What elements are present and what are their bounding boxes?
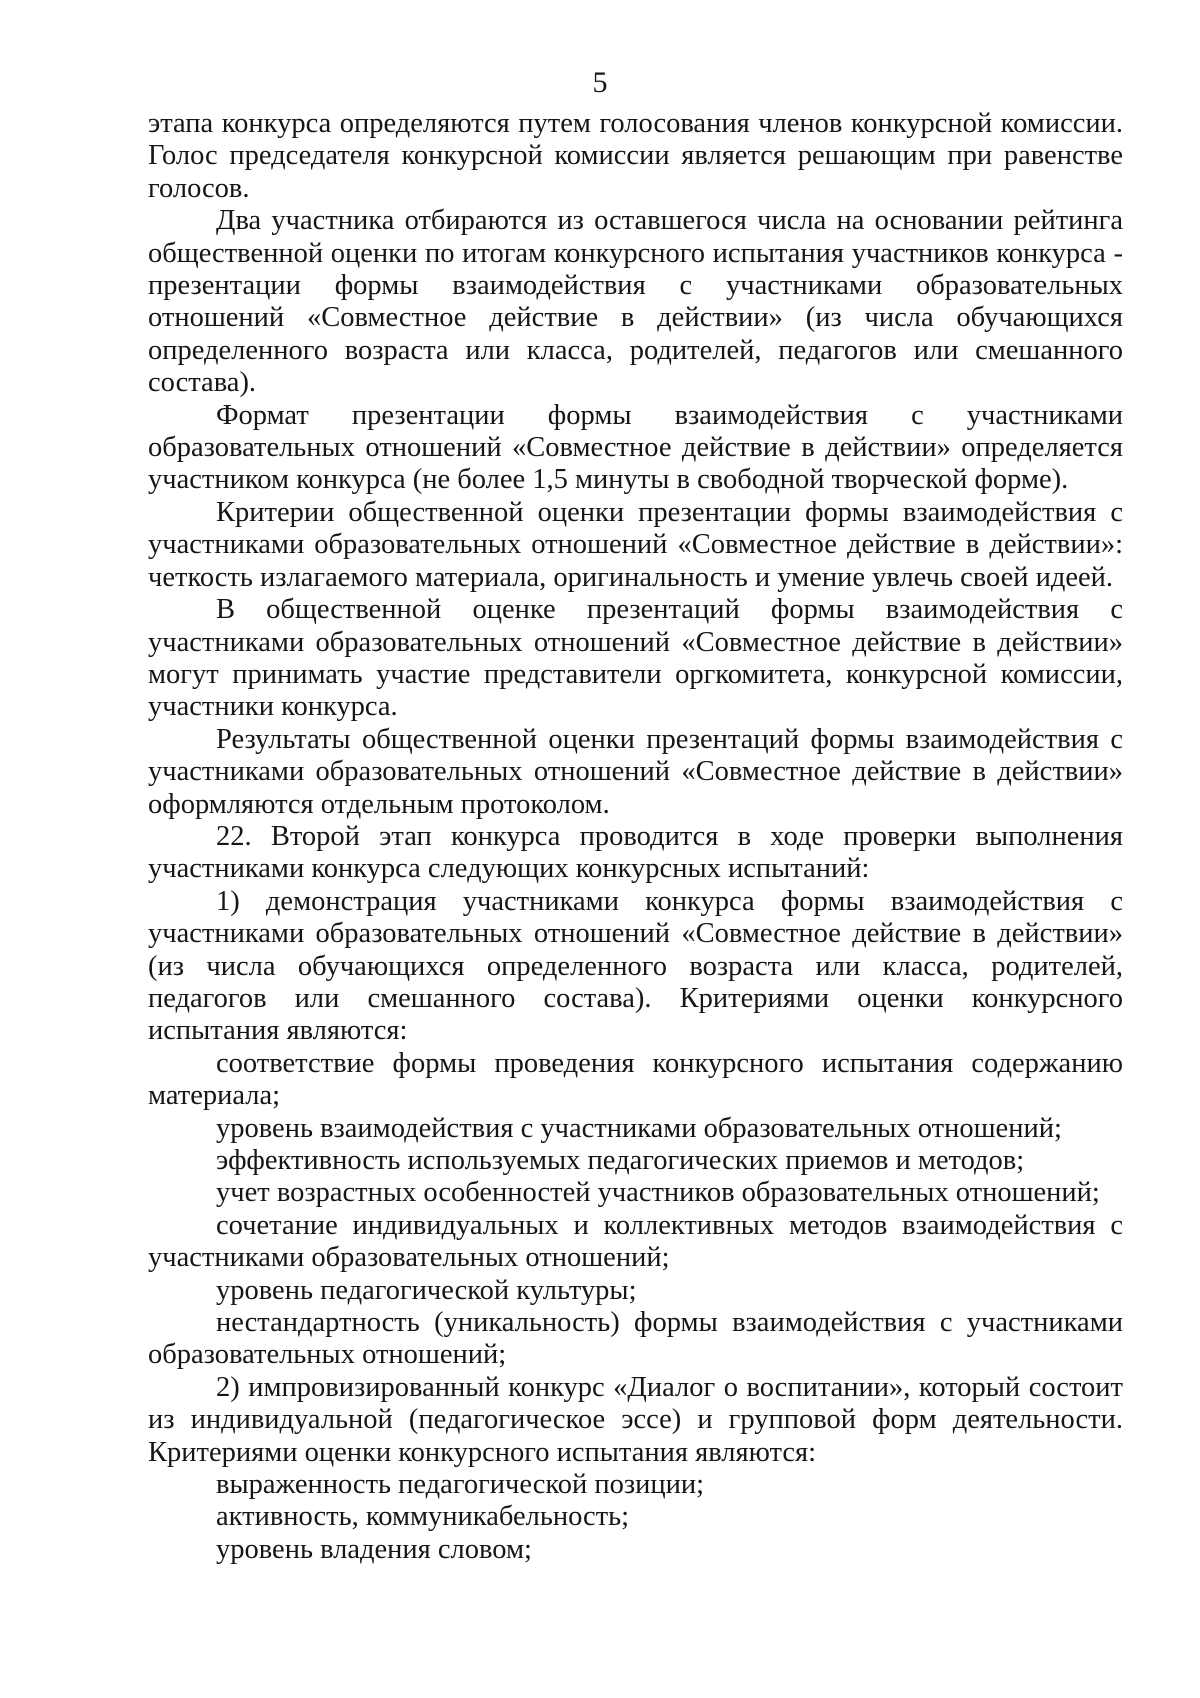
list-item: выраженность педагогической позиции; xyxy=(216,1469,705,1501)
list-item: уровень педагогической культуры; xyxy=(216,1274,637,1306)
list-item: нестандартность (уникальность) формы взаимодействия с участниками образовательных отношений; xyxy=(148,1307,1123,1371)
criteria-list-item-2 xyxy=(148,1469,1123,1566)
paragraph-continuation: этапа конкурса определяются путем голосования членов конкурсной комиссии. Голос председателя конкурсной комиссии является решающим при равенстве голосов. xyxy=(148,108,1123,204)
paragraph-two-participants: Два участника отбираются из оставшегося числа на основании рейтинга общественной оценки по итогам конкурсного испытания участников конкурса - презентации формы взаимодействия с участниками образовательных отношений «Совместное действие в действии» (из числа обучающихся определенного возраста или класса, родителей, педагогов или смешанного состава). xyxy=(148,205,1123,399)
paragraph-item-2: 2) импровизированный конкурс «Диалог о воспитании», который состоит из индивидуальной (педагогическое эссе) и групповой форм деятельности. Критериями оценки конкурсного испытания являются: xyxy=(148,1371,1123,1468)
list-item: уровень владения словом; xyxy=(216,1533,532,1565)
paragraph-assessment-results: Результаты общественной оценки презентаций формы взаимодействия с участниками образовательных отношений «Совместное действие в действии» оформляются отдельным протоколом. xyxy=(148,723,1123,820)
page-number: 5 xyxy=(592,66,608,99)
paragraph-public-assessment-criteria: Критерии общественной оценки презентации формы взаимодействия с участниками образовательных отношений «Совместное действие в действии»: четкость излагаемого материала, оригинальность и умение увлечь своей идеей. xyxy=(148,496,1123,593)
document-body xyxy=(148,108,1123,1566)
list-item: учет возрастных особенностей участников образовательных отношений; xyxy=(216,1177,1100,1209)
paragraph-section-22: 22. Второй этап конкурса проводится в ходе проверки выполнения участниками конкурса следующих конкурсных испытаний: xyxy=(148,820,1123,885)
list-item: соответствие формы проведения конкурсного испытания содержанию материала; xyxy=(148,1047,1123,1112)
list-item: сочетание индивидуальных и коллективных методов взаимодействия с участниками образовательных отношений; xyxy=(148,1209,1123,1274)
list-item: активность, коммуникабельность; xyxy=(216,1501,630,1533)
paragraph-presentation-format: Формат презентации формы взаимодействия с участниками образовательных отношений «Совместное действие в действии» определяется участником конкурса (не более 1,5 минуты в свободной творческой форме). xyxy=(148,399,1123,496)
list-item: уровень взаимодействия с участниками образовательных отношений; xyxy=(216,1112,1062,1144)
paragraph-assessment-participants: В общественной оценке презентаций формы взаимодействия с участниками образовательных отношений «Совместное действие в действии» могут принимать участие представители оргкомитета, конкурсной комиссии, участники конкурса. xyxy=(148,594,1123,723)
list-item: эффективность используемых педагогических приемов и методов; xyxy=(216,1145,1025,1176)
criteria-list-item-1 xyxy=(148,1048,1123,1372)
paragraph-item-1: 1) демонстрация участниками конкурса формы взаимодействия с участниками образовательных отношений «Совместное действие в действии» (из числа обучающихся определенного возраста или класса, родителей, педагогов или смешанного состава). Критериями оценки конкурсного испытания являются: xyxy=(148,885,1123,1047)
